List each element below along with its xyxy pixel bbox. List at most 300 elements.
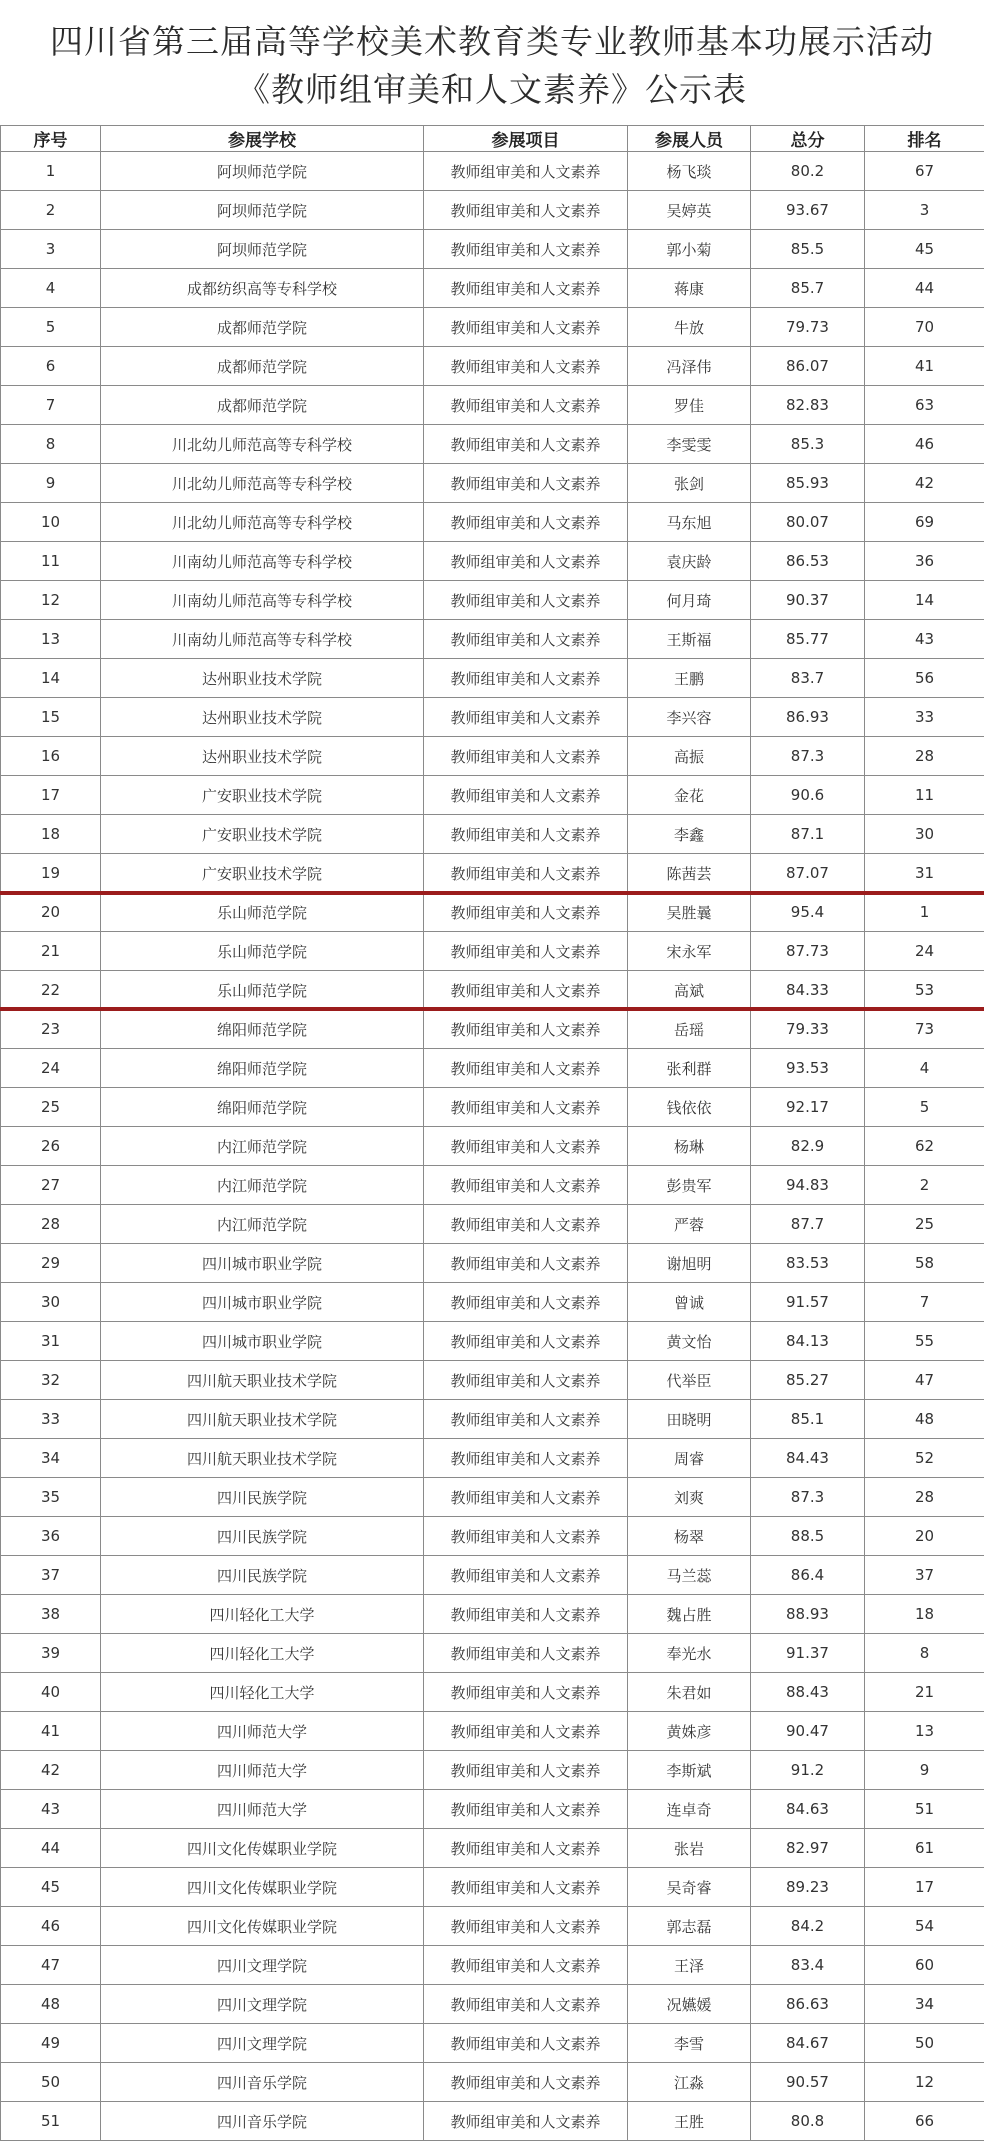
cell-project: 教师组审美和人文素养 xyxy=(424,1751,628,1790)
cell-project: 教师组审美和人文素养 xyxy=(424,581,628,620)
cell-total-score: 91.2 xyxy=(751,1751,865,1790)
cell-participant: 郭小菊 xyxy=(628,230,751,269)
cell-participant: 袁庆龄 xyxy=(628,542,751,581)
table-row xyxy=(1,581,984,620)
cell-rank: 1 xyxy=(865,893,984,932)
table-row xyxy=(1,1712,984,1751)
cell-school: 川南幼儿师范高等专科学校 xyxy=(101,620,424,659)
cell-school: 乐山师范学院 xyxy=(101,932,424,971)
cell-school: 四川文理学院 xyxy=(101,2024,424,2063)
cell-project: 教师组审美和人文素养 xyxy=(424,971,628,1010)
table-row xyxy=(1,1283,984,1322)
table-row xyxy=(1,1088,984,1127)
cell-total-score: 94.83 xyxy=(751,1166,865,1205)
cell-index: 45 xyxy=(1,1868,101,1907)
cell-index: 38 xyxy=(1,1595,101,1634)
cell-project: 教师组审美和人文素养 xyxy=(424,542,628,581)
cell-rank: 7 xyxy=(865,1283,984,1322)
cell-rank: 25 xyxy=(865,1205,984,1244)
cell-school: 阿坝师范学院 xyxy=(101,191,424,230)
cell-school: 绵阳师范学院 xyxy=(101,1088,424,1127)
cell-index: 30 xyxy=(1,1283,101,1322)
cell-project: 教师组审美和人文素养 xyxy=(424,1166,628,1205)
cell-participant: 杨翠 xyxy=(628,1517,751,1556)
table-header-row xyxy=(1,126,984,152)
cell-school: 广安职业技术学院 xyxy=(101,776,424,815)
table-row xyxy=(1,1205,984,1244)
cell-project: 教师组审美和人文素养 xyxy=(424,1712,628,1751)
cell-total-score: 87.1 xyxy=(751,815,865,854)
cell-total-score: 92.17 xyxy=(751,1088,865,1127)
cell-total-score: 82.97 xyxy=(751,1829,865,1868)
cell-project: 教师组审美和人文素养 xyxy=(424,425,628,464)
cell-participant: 马东旭 xyxy=(628,503,751,542)
cell-index: 2 xyxy=(1,191,101,230)
table-body xyxy=(1,152,984,2141)
cell-rank: 33 xyxy=(865,698,984,737)
cell-total-score: 84.2 xyxy=(751,1907,865,1946)
cell-participant: 王鹏 xyxy=(628,659,751,698)
cell-project: 教师组审美和人文素养 xyxy=(424,230,628,269)
cell-school: 四川文化传媒职业学院 xyxy=(101,1829,424,1868)
cell-participant: 吴奇睿 xyxy=(628,1868,751,1907)
cell-participant: 宋永军 xyxy=(628,932,751,971)
cell-total-score: 85.5 xyxy=(751,230,865,269)
cell-total-score: 86.4 xyxy=(751,1556,865,1595)
cell-project: 教师组审美和人文素养 xyxy=(424,152,628,191)
cell-index: 29 xyxy=(1,1244,101,1283)
cell-index: 23 xyxy=(1,1010,101,1049)
cell-project: 教师组审美和人文素养 xyxy=(424,1205,628,1244)
cell-school: 内江师范学院 xyxy=(101,1127,424,1166)
cell-project: 教师组审美和人文素养 xyxy=(424,776,628,815)
table-row xyxy=(1,191,984,230)
cell-index: 40 xyxy=(1,1673,101,1712)
cell-rank: 61 xyxy=(865,1829,984,1868)
cell-participant: 牛放 xyxy=(628,308,751,347)
header-index: 序号 xyxy=(1,126,101,152)
cell-total-score: 84.67 xyxy=(751,2024,865,2063)
cell-rank: 70 xyxy=(865,308,984,347)
table-row xyxy=(1,776,984,815)
cell-total-score: 83.7 xyxy=(751,659,865,698)
cell-index: 4 xyxy=(1,269,101,308)
cell-participant: 张岩 xyxy=(628,1829,751,1868)
cell-participant: 钱依依 xyxy=(628,1088,751,1127)
cell-total-score: 90.37 xyxy=(751,581,865,620)
cell-index: 41 xyxy=(1,1712,101,1751)
cell-school: 广安职业技术学院 xyxy=(101,815,424,854)
cell-index: 14 xyxy=(1,659,101,698)
cell-index: 13 xyxy=(1,620,101,659)
cell-participant: 郭志磊 xyxy=(628,1907,751,1946)
cell-school: 四川音乐学院 xyxy=(101,2102,424,2141)
cell-school: 阿坝师范学院 xyxy=(101,152,424,191)
cell-rank: 45 xyxy=(865,230,984,269)
cell-rank: 8 xyxy=(865,1634,984,1673)
cell-school: 达州职业技术学院 xyxy=(101,698,424,737)
cell-project: 教师组审美和人文素养 xyxy=(424,659,628,698)
cell-rank: 9 xyxy=(865,1751,984,1790)
table-row xyxy=(1,1868,984,1907)
cell-index: 16 xyxy=(1,737,101,776)
cell-participant: 李兴容 xyxy=(628,698,751,737)
cell-total-score: 85.93 xyxy=(751,464,865,503)
cell-total-score: 86.07 xyxy=(751,347,865,386)
highlight-line-bottom xyxy=(0,1007,984,1011)
table-row xyxy=(1,1322,984,1361)
cell-total-score: 93.67 xyxy=(751,191,865,230)
cell-total-score: 95.4 xyxy=(751,893,865,932)
header-school: 参展学校 xyxy=(101,126,424,152)
cell-total-score: 89.23 xyxy=(751,1868,865,1907)
cell-index: 24 xyxy=(1,1049,101,1088)
cell-participant: 马兰蕊 xyxy=(628,1556,751,1595)
table-row xyxy=(1,269,984,308)
cell-school: 广安职业技术学院 xyxy=(101,854,424,893)
table-row xyxy=(1,659,984,698)
cell-school: 绵阳师范学院 xyxy=(101,1010,424,1049)
cell-participant: 罗佳 xyxy=(628,386,751,425)
cell-school: 乐山师范学院 xyxy=(101,971,424,1010)
cell-project: 教师组审美和人文素养 xyxy=(424,1400,628,1439)
cell-index: 7 xyxy=(1,386,101,425)
cell-school: 四川文化传媒职业学院 xyxy=(101,1868,424,1907)
table-row xyxy=(1,1634,984,1673)
cell-total-score: 83.4 xyxy=(751,1946,865,1985)
cell-participant: 黄姝彦 xyxy=(628,1712,751,1751)
cell-school: 四川师范大学 xyxy=(101,1751,424,1790)
cell-rank: 44 xyxy=(865,269,984,308)
cell-total-score: 91.37 xyxy=(751,1634,865,1673)
cell-index: 1 xyxy=(1,152,101,191)
cell-school: 四川音乐学院 xyxy=(101,2063,424,2102)
cell-participant: 黄文怡 xyxy=(628,1322,751,1361)
cell-school: 四川航天职业技术学院 xyxy=(101,1439,424,1478)
header-total-score: 总分 xyxy=(751,126,865,152)
cell-project: 教师组审美和人文素养 xyxy=(424,1283,628,1322)
cell-index: 27 xyxy=(1,1166,101,1205)
cell-index: 44 xyxy=(1,1829,101,1868)
table-row xyxy=(1,152,984,191)
cell-school: 川南幼儿师范高等专科学校 xyxy=(101,581,424,620)
cell-project: 教师组审美和人文素养 xyxy=(424,815,628,854)
cell-project: 教师组审美和人文素养 xyxy=(424,1868,628,1907)
cell-project: 教师组审美和人文素养 xyxy=(424,308,628,347)
cell-participant: 高斌 xyxy=(628,971,751,1010)
cell-participant: 江淼 xyxy=(628,2063,751,2102)
cell-index: 46 xyxy=(1,1907,101,1946)
cell-school: 阿坝师范学院 xyxy=(101,230,424,269)
cell-project: 教师组审美和人文素养 xyxy=(424,854,628,893)
cell-project: 教师组审美和人文素养 xyxy=(424,191,628,230)
cell-index: 35 xyxy=(1,1478,101,1517)
cell-total-score: 91.57 xyxy=(751,1283,865,1322)
table-row xyxy=(1,1907,984,1946)
cell-project: 教师组审美和人文素养 xyxy=(424,1010,628,1049)
table-row xyxy=(1,503,984,542)
cell-rank: 30 xyxy=(865,815,984,854)
title-line-1: 四川省第三届高等学校美术教育类专业教师基本功展示活动 xyxy=(0,20,984,64)
title-line-2: 《教师组审美和人文素养》公示表 xyxy=(0,66,984,114)
cell-total-score: 79.33 xyxy=(751,1010,865,1049)
cell-project: 教师组审美和人文素养 xyxy=(424,464,628,503)
cell-project: 教师组审美和人文素养 xyxy=(424,1907,628,1946)
cell-index: 22 xyxy=(1,971,101,1010)
cell-index: 8 xyxy=(1,425,101,464)
cell-index: 6 xyxy=(1,347,101,386)
cell-total-score: 80.2 xyxy=(751,152,865,191)
cell-school: 川南幼儿师范高等专科学校 xyxy=(101,542,424,581)
cell-rank: 37 xyxy=(865,1556,984,1595)
cell-project: 教师组审美和人文素养 xyxy=(424,1673,628,1712)
cell-index: 47 xyxy=(1,1946,101,1985)
cell-project: 教师组审美和人文素养 xyxy=(424,620,628,659)
cell-participant: 朱君如 xyxy=(628,1673,751,1712)
table-row xyxy=(1,1517,984,1556)
cell-school: 四川城市职业学院 xyxy=(101,1322,424,1361)
cell-index: 3 xyxy=(1,230,101,269)
cell-participant: 王泽 xyxy=(628,1946,751,1985)
cell-school: 四川民族学院 xyxy=(101,1556,424,1595)
cell-total-score: 87.7 xyxy=(751,1205,865,1244)
table-row xyxy=(1,347,984,386)
table-row xyxy=(1,1361,984,1400)
cell-index: 18 xyxy=(1,815,101,854)
cell-index: 9 xyxy=(1,464,101,503)
cell-participant: 冯泽伟 xyxy=(628,347,751,386)
table-row xyxy=(1,1400,984,1439)
cell-rank: 69 xyxy=(865,503,984,542)
cell-rank: 58 xyxy=(865,1244,984,1283)
cell-school: 成都纺织高等专科学校 xyxy=(101,269,424,308)
cell-rank: 52 xyxy=(865,1439,984,1478)
cell-total-score: 93.53 xyxy=(751,1049,865,1088)
cell-index: 26 xyxy=(1,1127,101,1166)
cell-index: 36 xyxy=(1,1517,101,1556)
cell-school: 川北幼儿师范高等专科学校 xyxy=(101,425,424,464)
cell-rank: 56 xyxy=(865,659,984,698)
cell-project: 教师组审美和人文素养 xyxy=(424,1088,628,1127)
table-row xyxy=(1,1556,984,1595)
table-row xyxy=(1,1439,984,1478)
cell-participant: 奉光水 xyxy=(628,1634,751,1673)
cell-participant: 陈茜芸 xyxy=(628,854,751,893)
table-row xyxy=(1,308,984,347)
cell-participant: 杨琳 xyxy=(628,1127,751,1166)
cell-project: 教师组审美和人文素养 xyxy=(424,2063,628,2102)
cell-rank: 18 xyxy=(865,1595,984,1634)
cell-total-score: 85.77 xyxy=(751,620,865,659)
cell-rank: 54 xyxy=(865,1907,984,1946)
cell-total-score: 90.6 xyxy=(751,776,865,815)
table-row xyxy=(1,815,984,854)
cell-project: 教师组审美和人文素养 xyxy=(424,1361,628,1400)
cell-rank: 31 xyxy=(865,854,984,893)
cell-school: 成都师范学院 xyxy=(101,308,424,347)
cell-index: 49 xyxy=(1,2024,101,2063)
cell-index: 32 xyxy=(1,1361,101,1400)
cell-rank: 43 xyxy=(865,620,984,659)
table-row xyxy=(1,1244,984,1283)
cell-rank: 36 xyxy=(865,542,984,581)
cell-school: 四川城市职业学院 xyxy=(101,1283,424,1322)
cell-total-score: 88.43 xyxy=(751,1673,865,1712)
cell-index: 34 xyxy=(1,1439,101,1478)
table-row xyxy=(1,2024,984,2063)
cell-participant: 张利群 xyxy=(628,1049,751,1088)
cell-index: 28 xyxy=(1,1205,101,1244)
cell-project: 教师组审美和人文素养 xyxy=(424,1478,628,1517)
cell-project: 教师组审美和人文素养 xyxy=(424,1634,628,1673)
cell-rank: 73 xyxy=(865,1010,984,1049)
cell-index: 19 xyxy=(1,854,101,893)
cell-participant: 张剑 xyxy=(628,464,751,503)
table-row xyxy=(1,1595,984,1634)
cell-rank: 42 xyxy=(865,464,984,503)
cell-project: 教师组审美和人文素养 xyxy=(424,1985,628,2024)
cell-project: 教师组审美和人文素养 xyxy=(424,269,628,308)
cell-total-score: 85.7 xyxy=(751,269,865,308)
cell-rank: 46 xyxy=(865,425,984,464)
cell-rank: 34 xyxy=(865,1985,984,2024)
cell-index: 31 xyxy=(1,1322,101,1361)
cell-participant: 岳瑶 xyxy=(628,1010,751,1049)
cell-school: 达州职业技术学院 xyxy=(101,737,424,776)
table-row xyxy=(1,854,984,893)
cell-index: 12 xyxy=(1,581,101,620)
cell-participant: 刘爽 xyxy=(628,1478,751,1517)
cell-total-score: 86.93 xyxy=(751,698,865,737)
cell-school: 四川文理学院 xyxy=(101,1985,424,2024)
cell-rank: 53 xyxy=(865,971,984,1010)
cell-rank: 3 xyxy=(865,191,984,230)
table-row xyxy=(1,698,984,737)
cell-total-score: 88.93 xyxy=(751,1595,865,1634)
cell-rank: 4 xyxy=(865,1049,984,1088)
cell-total-score: 85.27 xyxy=(751,1361,865,1400)
cell-total-score: 84.63 xyxy=(751,1790,865,1829)
table-row xyxy=(1,386,984,425)
cell-total-score: 86.63 xyxy=(751,1985,865,2024)
cell-index: 20 xyxy=(1,893,101,932)
cell-participant: 曾诚 xyxy=(628,1283,751,1322)
cell-project: 教师组审美和人文素养 xyxy=(424,1439,628,1478)
cell-participant: 金花 xyxy=(628,776,751,815)
table-row xyxy=(1,971,984,1010)
cell-total-score: 90.57 xyxy=(751,2063,865,2102)
cell-project: 教师组审美和人文素养 xyxy=(424,1049,628,1088)
cell-index: 48 xyxy=(1,1985,101,2024)
cell-total-score: 90.47 xyxy=(751,1712,865,1751)
cell-school: 四川文理学院 xyxy=(101,1946,424,1985)
cell-index: 42 xyxy=(1,1751,101,1790)
highlight-line-top xyxy=(0,891,984,895)
table-row xyxy=(1,893,984,932)
cell-index: 17 xyxy=(1,776,101,815)
table-row xyxy=(1,1751,984,1790)
cell-rank: 12 xyxy=(865,2063,984,2102)
cell-school: 四川民族学院 xyxy=(101,1478,424,1517)
cell-total-score: 88.5 xyxy=(751,1517,865,1556)
cell-school: 四川师范大学 xyxy=(101,1790,424,1829)
cell-project: 教师组审美和人文素养 xyxy=(424,2102,628,2141)
cell-rank: 28 xyxy=(865,737,984,776)
header-participant: 参展人员 xyxy=(628,126,751,152)
cell-project: 教师组审美和人文素养 xyxy=(424,737,628,776)
cell-participant: 连卓奇 xyxy=(628,1790,751,1829)
cell-project: 教师组审美和人文素养 xyxy=(424,347,628,386)
cell-index: 11 xyxy=(1,542,101,581)
cell-participant: 吴胜曩 xyxy=(628,893,751,932)
cell-project: 教师组审美和人文素养 xyxy=(424,1244,628,1283)
cell-school: 四川城市职业学院 xyxy=(101,1244,424,1283)
cell-school: 成都师范学院 xyxy=(101,347,424,386)
results-table xyxy=(0,125,984,2141)
cell-index: 25 xyxy=(1,1088,101,1127)
table-row xyxy=(1,230,984,269)
table-row xyxy=(1,542,984,581)
cell-rank: 20 xyxy=(865,1517,984,1556)
cell-participant: 杨飞琰 xyxy=(628,152,751,191)
cell-participant: 王斯福 xyxy=(628,620,751,659)
cell-rank: 66 xyxy=(865,2102,984,2141)
cell-total-score: 79.73 xyxy=(751,308,865,347)
cell-index: 33 xyxy=(1,1400,101,1439)
table-row xyxy=(1,737,984,776)
cell-project: 教师组审美和人文素养 xyxy=(424,1556,628,1595)
cell-index: 50 xyxy=(1,2063,101,2102)
cell-total-score: 84.33 xyxy=(751,971,865,1010)
cell-project: 教师组审美和人文素养 xyxy=(424,1790,628,1829)
cell-project: 教师组审美和人文素养 xyxy=(424,1829,628,1868)
cell-school: 成都师范学院 xyxy=(101,386,424,425)
cell-school: 内江师范学院 xyxy=(101,1166,424,1205)
cell-rank: 51 xyxy=(865,1790,984,1829)
table-row xyxy=(1,2063,984,2102)
header-project: 参展项目 xyxy=(424,126,628,152)
cell-participant: 周睿 xyxy=(628,1439,751,1478)
cell-rank: 62 xyxy=(865,1127,984,1166)
cell-school: 四川航天职业技术学院 xyxy=(101,1361,424,1400)
cell-participant: 何月琦 xyxy=(628,581,751,620)
cell-participant: 李鑫 xyxy=(628,815,751,854)
table-row xyxy=(1,1790,984,1829)
cell-rank: 47 xyxy=(865,1361,984,1400)
cell-project: 教师组审美和人文素养 xyxy=(424,503,628,542)
cell-school: 内江师范学院 xyxy=(101,1205,424,1244)
cell-project: 教师组审美和人文素养 xyxy=(424,893,628,932)
cell-school: 达州职业技术学院 xyxy=(101,659,424,698)
cell-index: 43 xyxy=(1,1790,101,1829)
cell-index: 15 xyxy=(1,698,101,737)
cell-rank: 50 xyxy=(865,2024,984,2063)
cell-school: 四川航天职业技术学院 xyxy=(101,1400,424,1439)
cell-participant: 王胜 xyxy=(628,2102,751,2141)
cell-rank: 14 xyxy=(865,581,984,620)
cell-total-score: 87.07 xyxy=(751,854,865,893)
cell-participant: 代举臣 xyxy=(628,1361,751,1400)
cell-participant: 谢旭明 xyxy=(628,1244,751,1283)
table-row xyxy=(1,1829,984,1868)
cell-index: 37 xyxy=(1,1556,101,1595)
cell-rank: 48 xyxy=(865,1400,984,1439)
table-row xyxy=(1,1049,984,1088)
cell-total-score: 87.3 xyxy=(751,737,865,776)
cell-rank: 28 xyxy=(865,1478,984,1517)
cell-project: 教师组审美和人文素养 xyxy=(424,1595,628,1634)
cell-rank: 55 xyxy=(865,1322,984,1361)
